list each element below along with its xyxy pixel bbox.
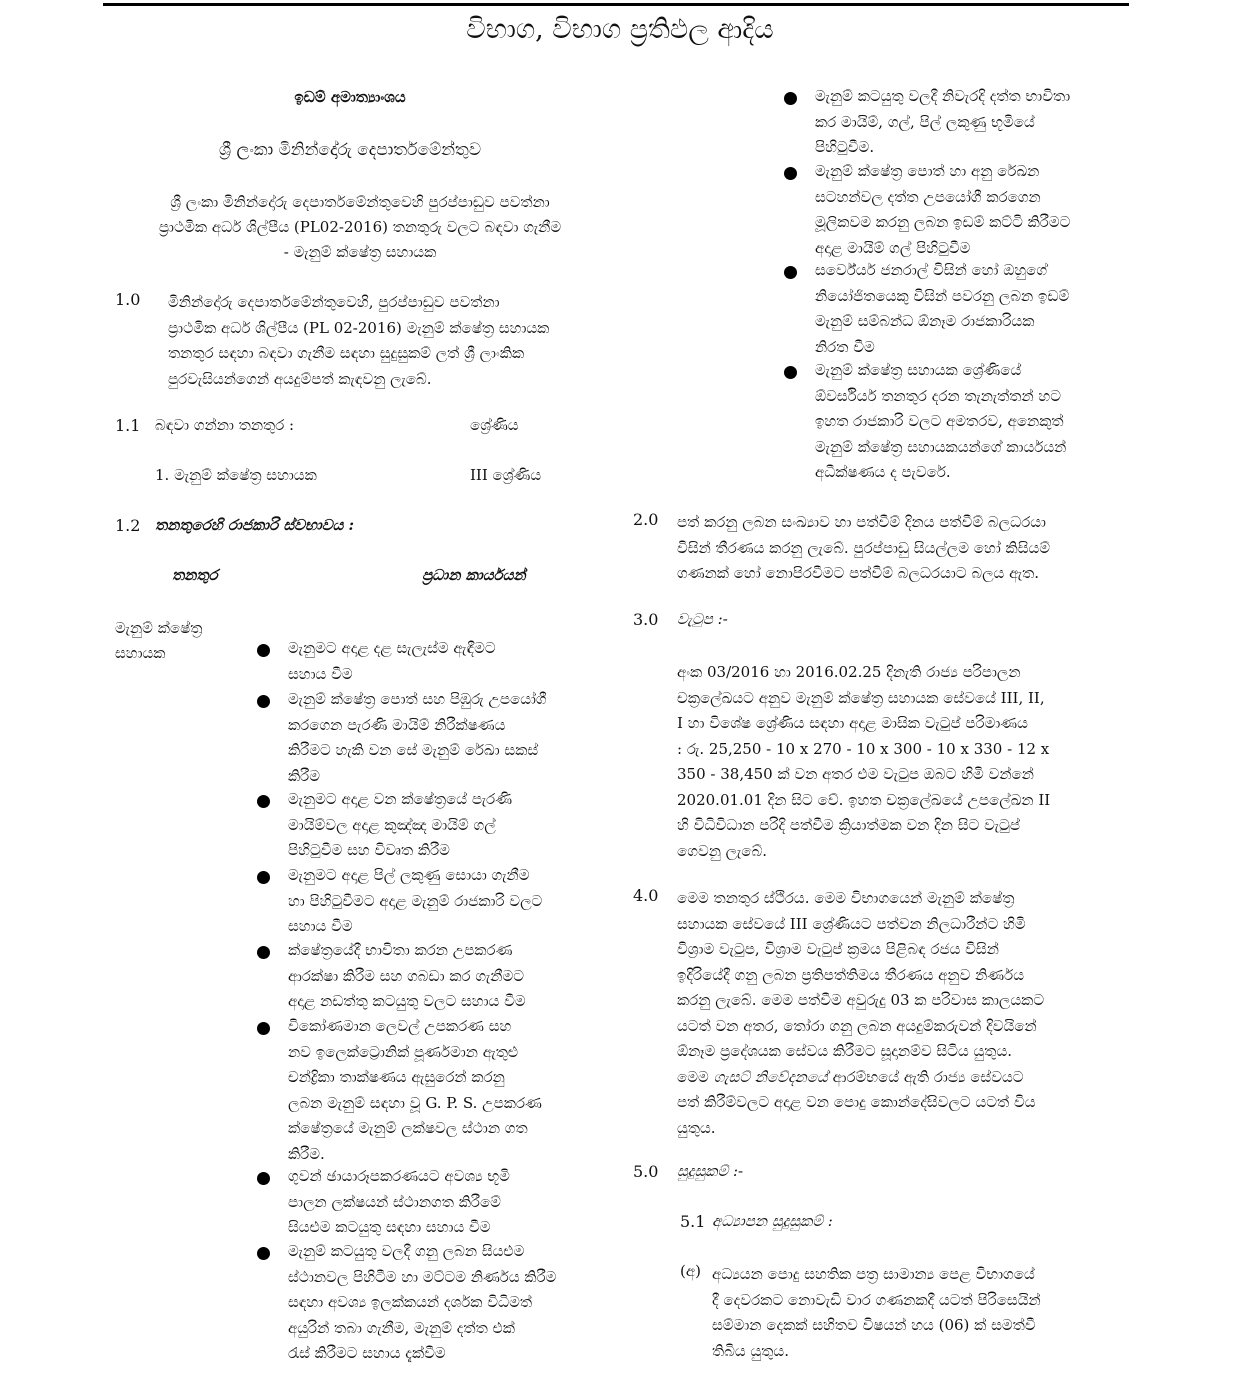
top-rule xyxy=(103,3,1129,6)
duty-item xyxy=(288,687,603,789)
duty-item xyxy=(815,84,1125,161)
text-line: තනතුර සඳහා බඳවා ගැනීම සඳහා සුදුසුකම් ලත් ශ්‍රී ලාංකික xyxy=(168,344,525,362)
text-line: 2020.01.01 දින සිට වේ. ඉහත චක්‍රලේඛයේ උපලේඛන II xyxy=(677,790,1051,809)
text-line: පිහිටුවීම. xyxy=(815,138,875,156)
text-line: යටත් වන අතර, තෝරා ගනු ලබන අයදුම්කරුවන් දිවයිනේ xyxy=(677,1016,1037,1035)
duty-item xyxy=(288,863,603,940)
text-line: මූලිකවම කරනු ලබන ඉඩම් කට්ටි කිරීමට xyxy=(815,213,1071,231)
page-title: විභාග, විභාග ප්‍රතිඵල ආදිය xyxy=(466,14,774,45)
text-line: මැනුමට අදාළ පිල් ලකුණු සොයා ගැනීම xyxy=(288,866,530,884)
section-number: 2.0 xyxy=(633,510,659,529)
duty-item xyxy=(288,787,603,864)
section-number: 1.0 xyxy=(115,290,141,309)
text-line: සියළුම කටයුතු සඳහා සහාය වීම xyxy=(288,1218,491,1236)
text-line: පුරවැසියන්ගෙන් අයදුම්පත් කැඳවනු ලැබේ. xyxy=(168,369,432,388)
ministry-heading: ඉඩම් අමාත්‍යාංශය xyxy=(294,88,406,106)
text-line: රැස් කිරීමට සහාය දැක්වීම xyxy=(288,1344,446,1362)
text-line: පාලන ලක්ෂයන් ස්ථානගත කිරීමේ xyxy=(288,1192,501,1211)
bullet-icon xyxy=(257,871,270,884)
text-line: මැනුම් ක්ෂේත්‍ර සහායක ශ්‍රේණියේ xyxy=(815,361,1022,379)
item-marker: (අ) xyxy=(680,1262,701,1280)
bullet-icon xyxy=(257,946,270,959)
bullet-icon xyxy=(257,644,270,657)
education-label: අධ්‍යාපන සුදුසුකම් : xyxy=(712,1212,833,1230)
text-line: ක්ෂේත්‍රයේ මැනුම් ලක්ෂවල ස්ථාන ගත xyxy=(288,1119,528,1137)
duty-item xyxy=(288,1164,603,1241)
text-line: ඕවර්සියර් තනතුර දරන තැනැත්තන් හට xyxy=(815,386,1062,405)
text-line: පත් කිරීම්වලට අදාළ වන පොදු කොන්දේසිවලට යටත් විය xyxy=(677,1093,1036,1111)
recruit-post-label: බඳවා ගන්නා තනතුර : xyxy=(155,416,295,434)
text-line: මැනුම් කටයුතු වලදී ගනු ලබන සියළුම xyxy=(288,1242,525,1260)
text-line: ලබන මැනුම් සඳහා වූ G. P. S. උපකරණ xyxy=(288,1093,542,1112)
bullet-icon xyxy=(257,695,270,708)
col-post-header: තනතුර xyxy=(172,566,218,584)
text-line: සහායක සේවයේ III ශ්‍රේණියට පත්වන නිලධාරීන්ට හිමි xyxy=(677,914,1026,933)
text-line: දී දෙවරකට නොවැඩි වාර ගණනකදී යටත් පිරිසෙයින් xyxy=(712,1290,1041,1309)
text-line: නියෝජිතයෙකු විසින් පවරනු ලබන ඉඩම් xyxy=(815,286,1070,305)
text-line: යුතුය. xyxy=(677,1118,716,1137)
post-name: 1. මැනුම් ක්ෂේත්‍ර සහායක xyxy=(155,466,317,484)
text-line: ප්‍රාථමික අර්ධ ශිල්පීය (PL 02-2016) මැනුම් ක්ෂේත්‍ර සහායක xyxy=(168,318,550,337)
text-line: මැනුම් ක්ෂේත්‍ර පොත් හා අනු රේඛන xyxy=(815,162,1040,180)
bullet-icon xyxy=(784,366,797,379)
text-line: චක්‍රලේඛයට අනුව මැනුම් ක්ෂේත්‍ර සහායක සේවයේ III, II, xyxy=(677,688,1045,707)
text-line: මායිම්වල අදාළ කුඤ්ඤ මායිම් ගල් xyxy=(288,815,496,834)
text-line: : රු. 25,250 - 10 x 270 - 10 x 300 - 10 x 330 - 12 x xyxy=(677,739,1050,758)
text-line: අධීක්ෂණය ද පැවරේ. xyxy=(815,463,951,481)
qualifications-label: සුදුසුකම් :- xyxy=(677,1162,744,1180)
bullet-icon xyxy=(257,1022,270,1035)
text-line: හා පිහිටුවීමට අදාළ මැනුම් රාජකාරි වලට xyxy=(288,891,543,910)
text-line: විශ්‍රාම වැටුප, විශ්‍රාම වැටුප් ක්‍රමය පිළිබඳ රජය විසින් xyxy=(677,940,999,958)
text-line: සර්වේයර් ජනරාල් විසින් හෝ ඔහුගේ xyxy=(815,261,1048,279)
text-line: හි විධිවිධාන පරිදි පත්වීම ක්‍රියාත්මක වන දින සිට වැටුප් xyxy=(677,816,1020,834)
text-line: ගණනක් හෝ නොපිරවීමට පත්වීම් බලධරයාට බලය ඇත. xyxy=(677,564,1040,582)
text-line: 350 - 38,450 ක් වන අතර එම වැටුප ඔබට හිමි වන්නේ xyxy=(677,765,1034,783)
department-heading: ශ්‍රී ලංකා මිනින්දෝරු දෙපාර්තමේන්තුව xyxy=(218,140,482,160)
bullet-icon xyxy=(784,92,797,105)
text-line: මෙම ගැසට් නිවේදනයේ ආරම්භයේ ඇති රාජ්‍ය සේවයට xyxy=(677,1067,1024,1086)
text-line: ඉහත රාජකාරි වලට අමතරව, අනෙකුත් xyxy=(815,412,1064,430)
salary-label: වැටුප :- xyxy=(677,610,728,628)
col-duties-header: ප්‍රධාන කාර්යයන් xyxy=(422,566,526,584)
text-line: නව ඉලෙක්ට්‍රොනික් පූර්ණමාන ඇතුළු xyxy=(288,1042,519,1061)
text-line: අධ්‍යයන පොදු සහතික පත්‍ර සාමාන්‍ය පෙළ විභාගයේ xyxy=(712,1265,1035,1283)
text-line: ගෙවනු ලැබේ. xyxy=(677,841,768,860)
grade-label: ශ්‍රේණිය xyxy=(470,416,519,434)
post-grade: III ශ්‍රේණිය xyxy=(470,466,542,484)
duty-item xyxy=(288,938,603,1015)
post-name-cell xyxy=(115,616,202,666)
text-line: අයුරින් තබා ගැනීම, මැනුම් දත්ත එක් xyxy=(288,1318,515,1337)
bullet-icon xyxy=(784,266,797,279)
text-line: මිනින්දෝරු දෙපාර්තමේන්තුවෙහි, පුරප්පාඩුව පවත්නා xyxy=(168,293,500,311)
text-line: සටහන්වල දත්ත උපයෝගී කරගෙන xyxy=(815,187,1041,206)
text-line: මැනුම් කටයුතු වලදී නිවැරදි දත්ත භාවිතා xyxy=(815,87,1071,105)
text-line: අංක 03/2016 හා 2016.02.25 දිනැති රාජ්‍ය පරිපාලන xyxy=(677,663,1021,681)
text-line: මැනුම් ක්ෂේත්‍ර xyxy=(115,619,203,637)
duty-item xyxy=(288,1239,603,1367)
section-number: 3.0 xyxy=(633,610,659,629)
text-line: මැනුම් සම්බන්ධ ඕනෑම රාජකාරියක xyxy=(815,312,1035,330)
text-line: පිහිටුවීම සහ විවෘත කිරීම xyxy=(288,841,450,859)
text-line: මැනුම් ක්ෂේත්‍ර පොත් සහ පිඹුරු උපයෝගී xyxy=(288,690,547,708)
text-line: විසින් තීරණය කරනු ලැබේ. පුරප්පාඩු සියල්ලම හෝ කිසියම් xyxy=(677,538,1051,557)
text-line: කරනු ලැබේ. මෙම පත්වීම අවුරුදු 03 ක පරිවාස කාලයකට xyxy=(677,991,1045,1009)
text-line: සහාය වීම xyxy=(288,664,353,683)
duty-item xyxy=(288,1014,603,1167)
text-line: කිරීම. xyxy=(288,1144,325,1163)
text-line: ඉදිරියේදී ගනු ලබන ප්‍රතිපත්තිමය තීරණය අනුව නිර්ණය xyxy=(677,965,1025,984)
text-line: පත් කරනු ලබන සංඛ්‍යාව හා පත්වීම් දිනය පත්වීම් බලධරයා xyxy=(677,513,1046,531)
duty-item xyxy=(815,358,1125,486)
text-line: I හා විශේෂ ශ්‍රේණිය සඳහා අදාළ මාසික වැටුප් පරිමාණය xyxy=(677,714,1028,732)
text-line: මැනුමට අදාළ වන ක්ෂේත්‍රයේ පැරණි xyxy=(288,790,513,808)
text-line: අදාළ මායිම් ගල් පිහිටුවීම xyxy=(815,238,971,257)
section-4-0-body xyxy=(677,886,1127,1141)
duties-label: තනතුරෙහි රාජකාරි ස්වභාවය : xyxy=(155,516,355,534)
text-line: විකෝණමාන ලෙවල් උපකරණ සහ xyxy=(288,1017,512,1035)
bullet-icon xyxy=(784,167,797,180)
education-item-a xyxy=(712,1262,1125,1364)
section-number: 4.0 xyxy=(633,886,659,905)
text-line: අදාළ නඩත්තු කටයුතු වලට සහාය වීම xyxy=(288,992,526,1010)
text-line: ස්ථානවල පිහිටීම හා මට්ටම නිර්ණය කිරීම xyxy=(288,1267,557,1286)
text-line: මැනුම් ක්ෂේත්‍ර සහායකයන්ගේ කාර්යයන් xyxy=(815,437,1067,456)
notice-title-line: ප්‍රාථමික අර්ධ ශිල්පීය (PL02-2016) තනතුරු වලට බඳවා ගැනීම xyxy=(158,218,562,236)
text-line: ගුවන් ඡායාරූපකරණයට අවශ්‍ය භූමි xyxy=(288,1167,510,1185)
text-line: මැනුමට අදාළ දළ සැලැස්ම ඇඳීමට xyxy=(288,639,496,657)
bullet-icon xyxy=(257,1247,270,1260)
duty-item xyxy=(815,258,1125,360)
text-line: කිරීම xyxy=(288,766,321,785)
section-1-0-body xyxy=(168,290,604,392)
section-number: 5.1 xyxy=(680,1212,706,1231)
text-line: නිරත වීම xyxy=(815,337,875,356)
text-line: සහාය වීම xyxy=(288,917,353,935)
text-line: කිරීමට හැකි වන සේ මැනුම් රේඛා සකස් xyxy=(288,741,539,759)
duty-item xyxy=(815,159,1125,261)
text-line: සම්මාන දෙකක් සහිතව විෂයන් හය (06) ක් සමත්වී xyxy=(712,1316,1036,1334)
text-line: චන්ද්‍රිකා තාක්ෂණය ඇසුරෙන් කරනු xyxy=(288,1068,505,1086)
section-number: 1.2 xyxy=(115,516,141,535)
text-line: ආරක්ෂා කිරීම සහ ගබඩා කර ගැනීමට xyxy=(288,966,525,985)
bullet-icon xyxy=(257,795,270,808)
text-line: මෙම තනතුර ස්ථිරය. මෙම විභාගයෙන් මැනුම් ක්ෂේත්‍ර xyxy=(677,889,1015,907)
duty-item xyxy=(288,636,603,687)
section-number: 1.1 xyxy=(115,416,141,435)
text-line: තිබිය යුතුය. xyxy=(712,1341,789,1360)
text-line: සහායක xyxy=(115,644,166,662)
italic-phrase: ගැසට් නිවේදනයේ xyxy=(713,1067,828,1086)
text-line: කර මායිම්, ගල්, පිල් ලකුණු භූමියේ xyxy=(815,112,1035,131)
notice-title-line: ශ්‍රී ලංකා මිනින්දෝරු දෙපාර්තමේන්තුවෙහි පුරප්පාඩුව පවත්නා xyxy=(170,193,550,211)
text-line: ඕනෑම ප්‍රදේශයක සේවය කිරීමට සූදානම්ව සිටිය යුතුය. xyxy=(677,1042,1013,1060)
text-line: ක්ෂේත්‍රයේදී භාවිතා කරන උපකරණ xyxy=(288,941,513,959)
text-line: සඳහා අවශ්‍ය ඉලක්කයන් දර්ශක විධිමත් xyxy=(288,1293,533,1311)
section-number: 5.0 xyxy=(633,1162,659,1181)
notice-title-line: - මැනුම් ක්ෂේත්‍ර සහායක xyxy=(283,243,437,261)
section-3-0-body xyxy=(677,660,1127,864)
text-line: කරගෙන පැරණි මායිම් නිරීක්ෂණය xyxy=(288,715,506,734)
section-2-0-body xyxy=(677,510,1127,587)
notice-title xyxy=(115,190,605,265)
bullet-icon xyxy=(257,1172,270,1185)
